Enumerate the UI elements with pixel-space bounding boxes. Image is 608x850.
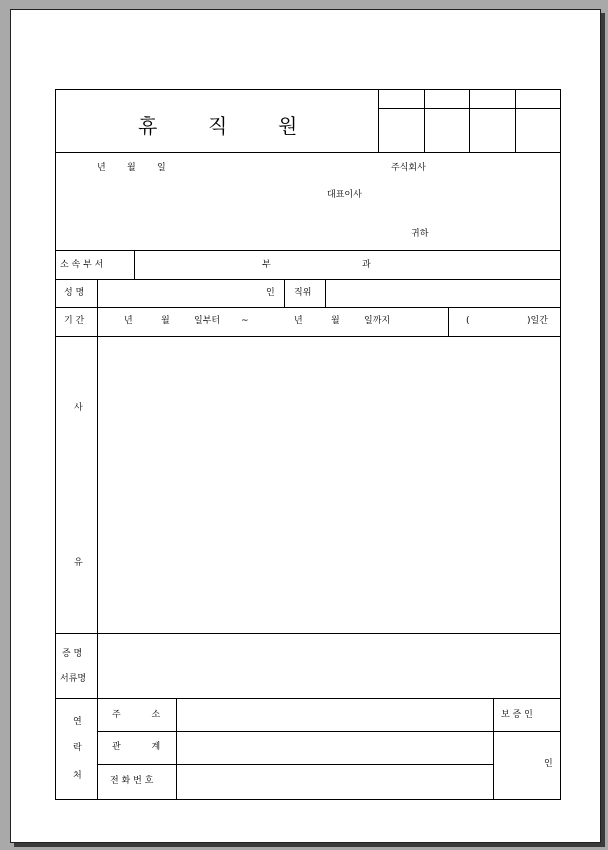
relation-label: 관 계 <box>112 742 175 752</box>
period-tilde: ~ <box>241 316 249 326</box>
title-bottom-line <box>56 152 561 153</box>
name-label: 성 명 <box>64 288 85 298</box>
dept-label-line <box>134 250 135 279</box>
guarantor-seal: 인 <box>544 759 553 769</box>
page-shadow-bottom <box>14 843 605 847</box>
title-char-2: 직 <box>208 114 228 138</box>
header-year: 년 <box>97 163 106 173</box>
period-end-month: 월 <box>331 316 340 326</box>
reason-char-2: 유 <box>74 558 83 568</box>
dept-bu: 부 <box>262 260 271 270</box>
proof-line-2: 서류명 <box>60 674 87 684</box>
period-label: 기 간 <box>64 316 85 326</box>
period-days-line <box>448 307 449 336</box>
honorific-text: 귀하 <box>411 229 429 239</box>
approval-left-line <box>378 90 379 152</box>
guarantor-label: 보 증 인 <box>501 710 533 720</box>
period-start-month: 월 <box>161 316 170 326</box>
guarantor-line <box>493 698 494 800</box>
period-paren: ( <box>466 316 470 326</box>
dept-gwa: 과 <box>362 260 371 270</box>
header-bottom-line <box>56 250 561 251</box>
page-shadow-right <box>601 13 605 846</box>
phone-label: 전 화 번 호 <box>110 776 154 786</box>
name-bottom-line <box>56 307 561 308</box>
proof-line-1: 증 명 <box>62 649 83 659</box>
address-bottom-line <box>97 731 561 732</box>
label-column-line <box>97 279 98 800</box>
contact-char-1: 연 <box>73 717 82 727</box>
dept-bottom-line <box>56 279 561 280</box>
title-char-3: 원 <box>278 114 298 138</box>
leave-application-form <box>55 89 561 800</box>
period-end-day: 일까지 <box>364 316 391 326</box>
contact-char-2: 락 <box>73 743 82 753</box>
approval-line-2 <box>424 90 425 152</box>
period-days: )일간 <box>527 316 548 326</box>
contact-label-line <box>176 698 177 800</box>
period-end-year: 년 <box>294 316 303 326</box>
title-char-1: 휴 <box>138 114 158 138</box>
header-month: 월 <box>127 163 136 173</box>
name-seal: 인 <box>266 288 275 298</box>
header-day: 일 <box>157 163 166 173</box>
period-start-day: 일부터 <box>194 316 221 326</box>
relation-bottom-line <box>97 764 493 765</box>
period-bottom-line <box>56 336 561 337</box>
name-seal-line <box>284 279 285 307</box>
contact-char-3: 처 <box>73 771 82 781</box>
reason-char-1: 사 <box>74 403 83 413</box>
period-start-year: 년 <box>124 316 133 326</box>
reason-bottom-line <box>56 633 561 634</box>
approval-line-4 <box>515 90 516 152</box>
address-label: 주 소 <box>112 710 175 720</box>
dept-label: 소 속 부 서 <box>60 260 104 270</box>
company-text: 주식회사 <box>391 163 426 173</box>
position-label-line <box>325 279 326 307</box>
position-label: 직위 <box>294 288 312 298</box>
approval-line-3 <box>469 90 470 152</box>
proof-bottom-line <box>56 698 561 699</box>
ceo-text: 대표이사 <box>327 190 362 200</box>
